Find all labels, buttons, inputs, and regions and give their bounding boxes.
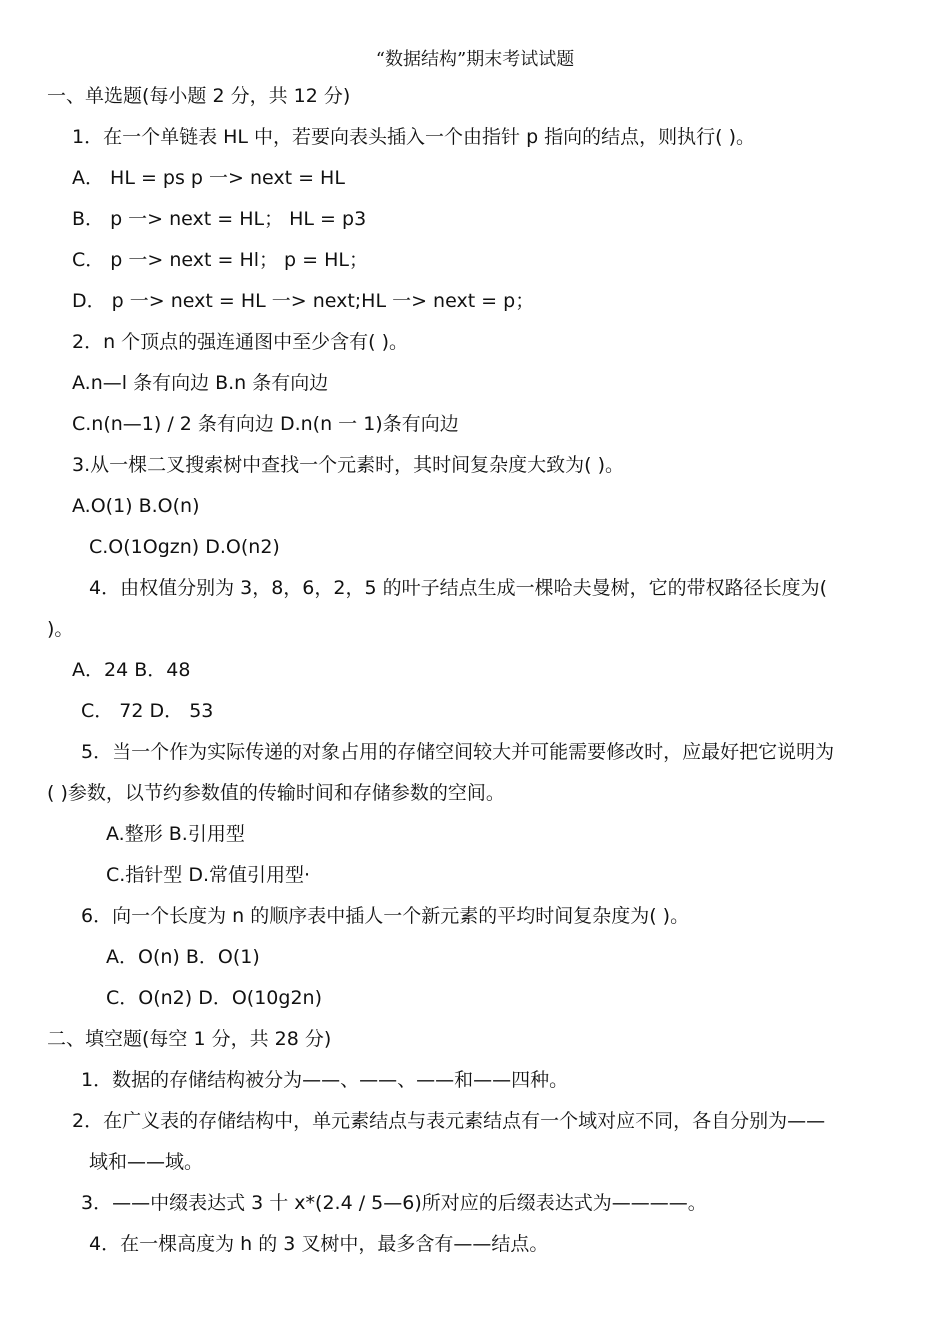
question-5-options-ab: A.整形 B.引用型	[106, 823, 245, 845]
fill-question-1: 1．数据的存储结构被分为——、——、——和——四种。	[81, 1069, 569, 1091]
question-1-stem: 1．在一个单链表 HL 中，若要向表头插入一个由指针 p 指向的结点，则执行( )。	[72, 126, 756, 148]
question-2-stem: 2．n 个顶点的强连通图中至少含有( )。	[72, 331, 409, 353]
question-4-stem-line2: )。	[47, 618, 74, 640]
question-1-option-d: D． p 一> next = HL 一> next;HL 一> next = p；	[72, 290, 535, 312]
question-3-stem: 3.从一棵二叉搜索树中查找一个元素时，其时间复杂度大致为( )。	[72, 454, 624, 476]
question-1-option-a: A． HL = ps p 一> next = HL	[72, 167, 345, 189]
fill-question-4: 4．在一棵高度为 h 的 3 叉树中，最多含有——结点。	[89, 1233, 549, 1255]
question-6-options-cd: C．O(n2) D．O(10g2n)	[106, 987, 322, 1009]
question-3-options-cd: C.O(1Ogzn) D.O(n2)	[89, 536, 280, 558]
question-4-options-cd: C． 72 D． 53	[81, 700, 214, 722]
question-5-stem-line2: ( )参数，以节约参数值的传输时间和存储参数的空间。	[47, 782, 505, 804]
section-heading-fill-in: 二、填空题(每空 1 分，共 28 分)	[47, 1028, 332, 1050]
question-4-stem-line1: 4．由权值分别为 3，8，6，2，5 的叶子结点生成一棵哈夫曼树，它的带权路径长度为(	[89, 577, 828, 599]
fill-question-2-line1: 2．在广义表的存储结构中，单元素结点与表元素结点有一个域对应不同，各自分别为——	[72, 1110, 826, 1132]
question-5-stem-line1: 5．当一个作为实际传递的对象占用的存储空间较大并可能需要修改时，应最好把它说明为	[81, 741, 835, 763]
question-6-stem: 6．向一个长度为 n 的顺序表中插人一个新元素的平均时间复杂度为( )。	[81, 905, 690, 927]
question-1-option-b: B． p 一> next = HL； HL = p3	[72, 208, 367, 230]
question-2-options-ab: A.n—l 条有向边 B.n 条有向边	[72, 372, 329, 394]
page-title: “数据结构”期末考试试题	[375, 49, 575, 70]
question-2-options-cd: C.n(n—1) / 2 条有向边 D.n(n 一 1)条有向边	[72, 413, 459, 435]
question-4-options-ab: A．24 B．48	[72, 659, 191, 681]
fill-question-3: 3．——中缀表达式 3 十 x*(2.4 / 5—6)所对应的后缀表达式为————。	[81, 1192, 707, 1214]
question-6-options-ab: A．O(n) B．O(1)	[106, 946, 260, 968]
question-3-options-ab: A.O(1) B.O(n)	[72, 495, 200, 517]
fill-question-2-line2: 域和——域。	[89, 1151, 204, 1173]
question-1-option-c: C． p 一> next = Hl； p = HL；	[72, 249, 368, 271]
section-heading-single-choice: 一、单选题(每小题 2 分，共 12 分)	[47, 85, 351, 107]
question-5-options-cd: C.指针型 D.常值引用型·	[106, 864, 311, 886]
